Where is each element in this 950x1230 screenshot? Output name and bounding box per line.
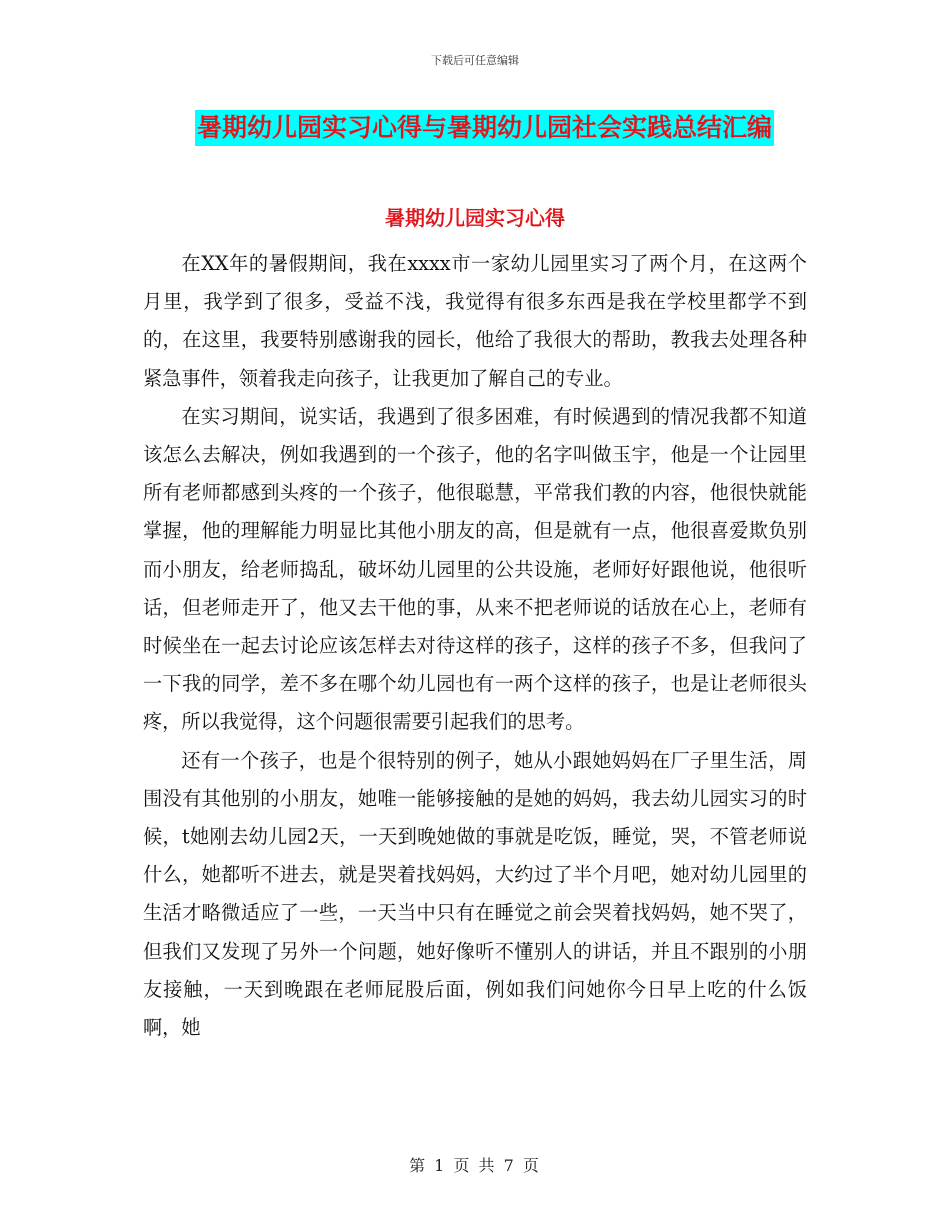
document-title: 暑期幼儿园实习心得与暑期幼儿园社会实践总结汇编 (195, 110, 774, 146)
page-footer: 第 1 页 共 7 页 (409, 1156, 541, 1175)
paragraph: 在XX年的暑假期间，我在xxxx市一家幼儿园里实习了两个月，在这两个月里，我学到了很多，受益不浅，我觉得有很多东西是我在学校里都学不到的，在这里，我要特别感谢我的园长，他给了我很大的帮助，教我去处理各种紧急事件，领着我走向孩子，让我更加了解自己的专业。 (143, 252, 807, 390)
paragraph: 还有一个孩子，也是个很特别的例子，她从小跟她妈妈在厂子里生活，周围没有其他别的小朋友，她唯一能够接触的是她的妈妈，我去幼儿园实习的时候，t她刚去幼儿园2天，一天到晚她做的事就是吃饭，睡觉，哭，不管老师说什么，她都听不进去，就是哭着找妈妈，大约过了半个月吧，她对幼儿园里的生活才略微适应了一些，一天当中只有在睡觉之前会哭着找妈妈，她不哭了，但我们又发现了另外一个问题，她好像听不懂别人的讲话，并且不跟别的小朋友接触，一天到晚跟在老师屁股后面，例如我们问她你今日早上吃的什么饭啊，她 (143, 748, 807, 1040)
document-body (143, 245, 807, 1047)
paragraph: 在实习期间，说实话，我遇到了很多困难，有时候遇到的情况我都不知道该怎么去解决，例如我遇到的一个孩子，他的名字叫做玉宇，他是一个让园里所有老师都感到头疼的一个孩子，他很聪慧，平常我们教的内容，他很快就能掌握，他的理解能力明显比其他小朋友的高，但是就有一点，他很喜爱欺负别而小朋友，给老师捣乱，破坏幼儿园里的公共设施，老师好好跟他说，他很听话，但老师走开了，他又去干他的事，从来不把老师说的话放在心上，老师有时候坐在一起去讨论应该怎样去对待这样的孩子，这样的孩子不多，但我问了一下我的同学，差不多在哪个幼儿园也有一两个这样的孩子，也是让老师很头疼，所以我觉得，这个问题很需要引起我们的思考。 (143, 404, 807, 734)
header-note: 下载后可任意编辑 (431, 54, 519, 67)
section-title: 暑期幼儿园实习心得 (385, 206, 565, 230)
